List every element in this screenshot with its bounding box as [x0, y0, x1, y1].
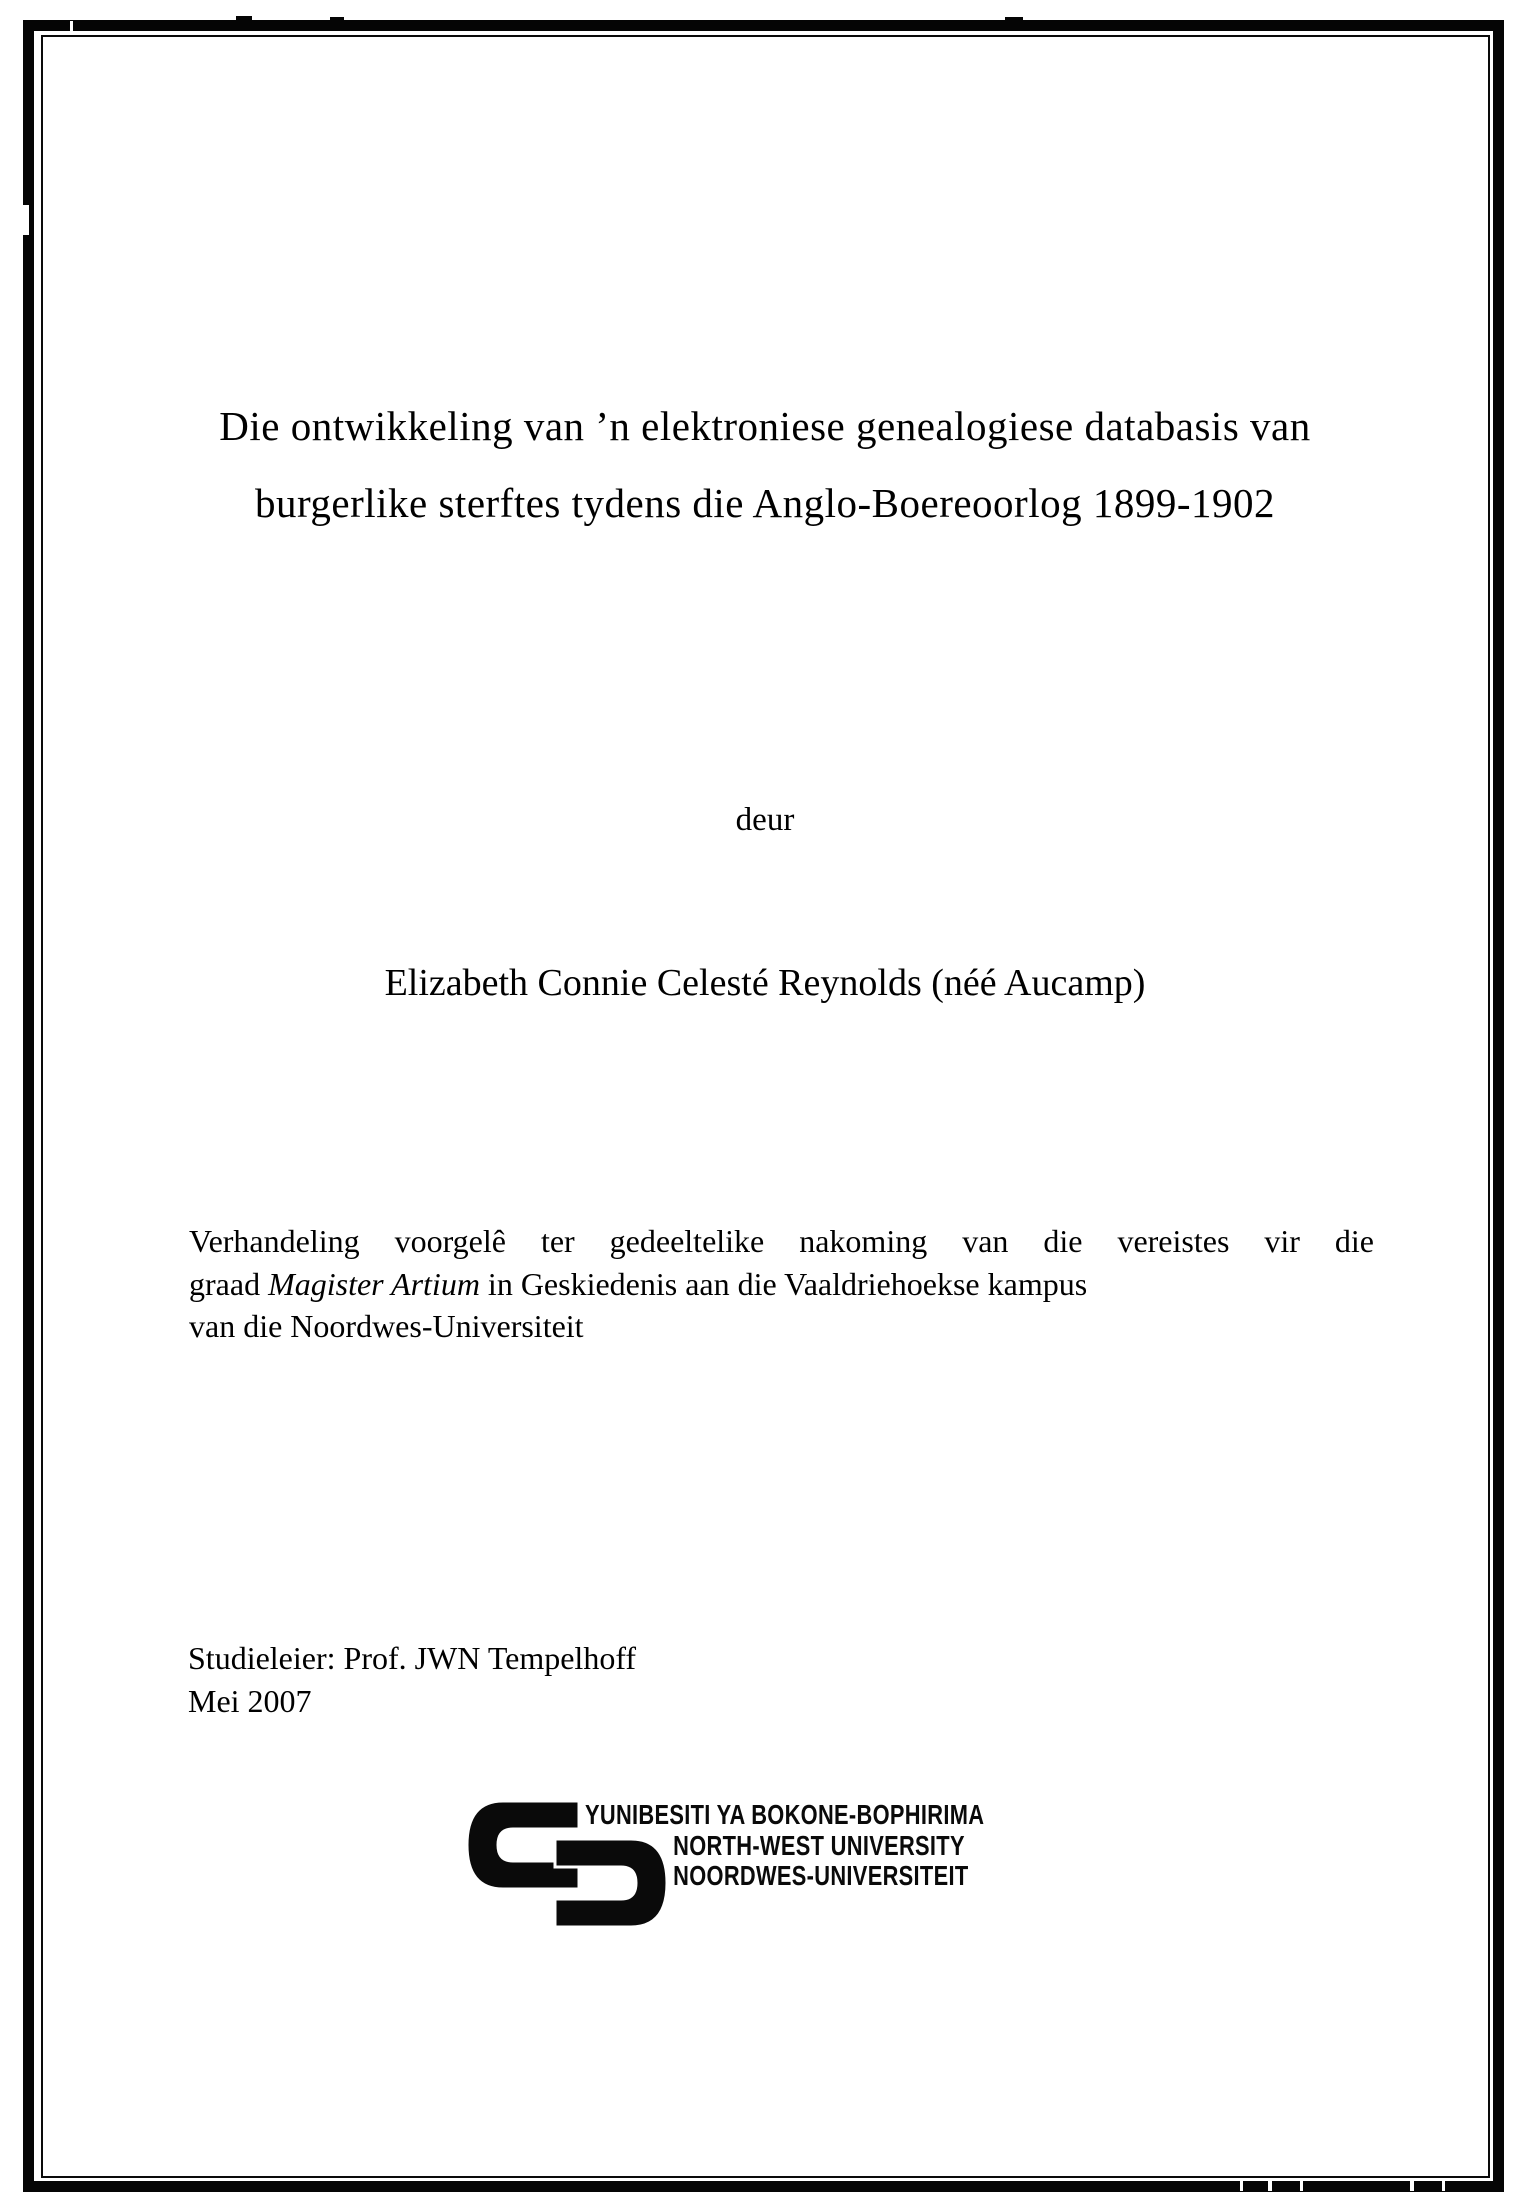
scan-speck [236, 16, 252, 21]
supervisor-line: Studieleier: Prof. JWN Tempelhoff [188, 1640, 637, 1676]
scan-speck [330, 17, 344, 21]
university-logo [467, 1799, 1167, 1939]
statement-line2-degree: Magister Artium [268, 1265, 480, 1302]
author-name: Elizabeth Connie Celesté Reynolds (néé Aucamp) [384, 962, 1146, 1004]
thesis-title-line2: burgerlike sterftes tydens die Anglo-Boereoorlog 1899-1902 [254, 480, 1275, 526]
logo-line-afrikaans: NOORDWES-UNIVERSITEIT [673, 1860, 969, 1891]
scan-nick [23, 205, 29, 235]
statement-line2-pre: graad [189, 1265, 269, 1302]
scan-nick [1442, 2179, 1445, 2191]
university-logo-text [585, 1800, 984, 1892]
scan-nick [1410, 2179, 1414, 2191]
date-line: Mei 2007 [188, 1682, 312, 1719]
statement-line3: van die Noordwes-Universiteit [189, 1308, 584, 1344]
statement-line2 [189, 1263, 1374, 1306]
scan-nick [1240, 2179, 1243, 2191]
scan-nick [1268, 2179, 1272, 2191]
scan-speck [1005, 17, 1023, 21]
thesis-statement [189, 1220, 1374, 1348]
statement-line2-post: in Geskiedenis aan die Vaaldriehoekse kampus [479, 1265, 1088, 1302]
logo-line-english: NORTH-WEST UNIVERSITY [673, 1829, 965, 1861]
thesis-title-line1: Die ontwikkeling van ’n elektroniese genealogiese databasis van [219, 403, 1311, 449]
statement-line1: Verhandeling voorgelê ter gedeeltelike nakoming van die vereistes vir die [189, 1223, 1374, 1259]
logo-line-setswana: YUNIBESITI YA BOKONE-BOPHIRIMA [585, 1799, 985, 1830]
scan-nick [1300, 2179, 1303, 2191]
scan-nick [70, 21, 73, 32]
supervisor-block [188, 1637, 636, 1722]
thesis-title [60, 388, 1470, 542]
byline-deur: deur [735, 802, 795, 838]
